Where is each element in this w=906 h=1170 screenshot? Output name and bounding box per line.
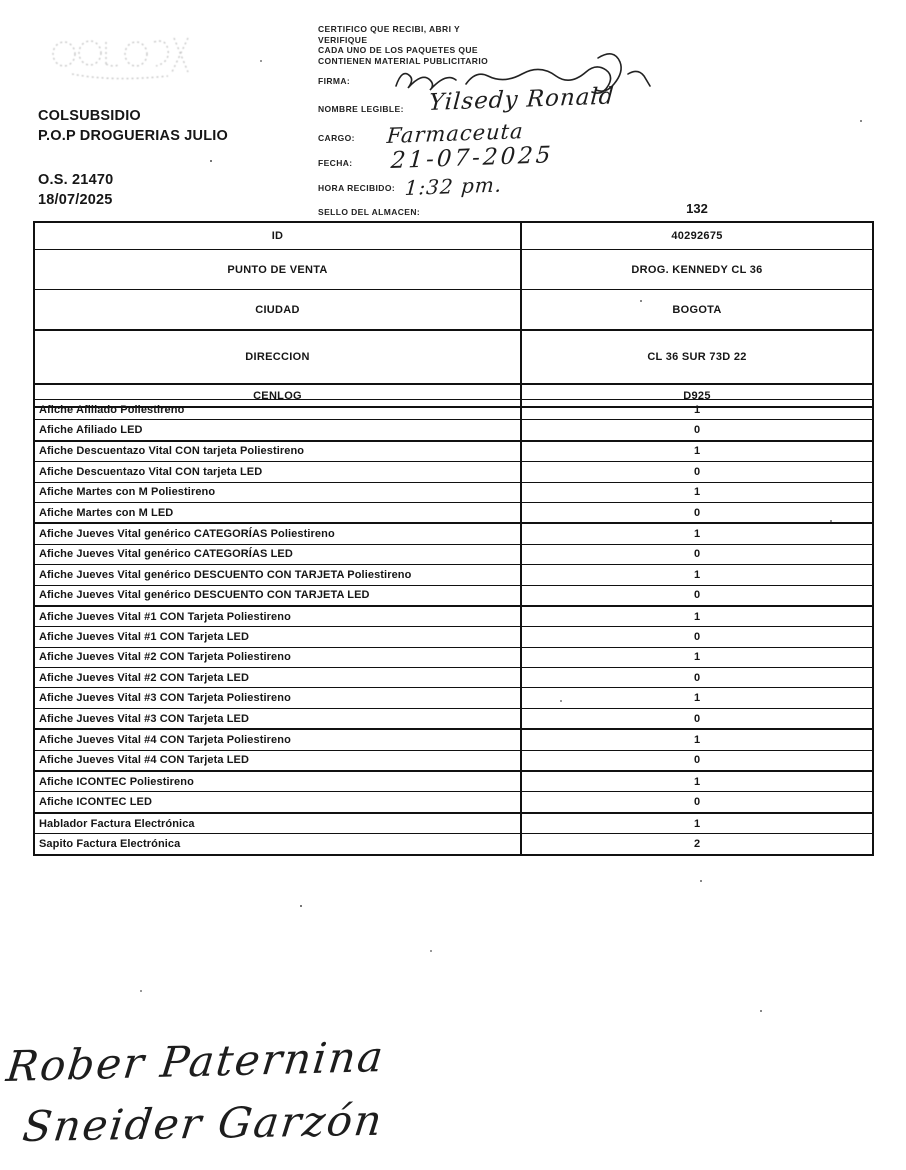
store-info-value: 40292675 [671, 230, 723, 242]
item-name: Afiche Jueves Vital genérico DESCUENTO CON TARJETA LED [35, 586, 522, 605]
item-row [35, 668, 872, 688]
certification-statement-line: CADA UNO DE LOS PAQUETES QUE [318, 45, 478, 55]
receiver-name-1: Rober Paternina [4, 1031, 388, 1091]
item-name: Afiche Jueves Vital #3 CON Tarjeta Poliestireno [35, 688, 522, 707]
item-name: Afiche Jueves Vital #4 CON Tarjeta Poliestireno [35, 730, 522, 749]
item-row [35, 462, 872, 482]
item-name: Afiche ICONTEC Poliestireno [35, 772, 522, 791]
sheet-number: 132 [686, 201, 708, 216]
item-name: Afiche Jueves Vital #3 CON Tarjeta LED [35, 709, 522, 728]
item-row [35, 627, 872, 647]
item-quantity: 1 [693, 775, 701, 788]
item-quantity: 1 [693, 692, 701, 705]
handwritten-fecha: 21-07-2025 [390, 142, 555, 174]
item-row [35, 751, 872, 772]
item-name: Afiche Jueves Vital #1 CON Tarjeta LED [35, 627, 522, 646]
item-name: Afiche Jueves Vital #4 CON Tarjeta LED [35, 751, 522, 770]
certification-statement-line: VERIFIQUE [318, 34, 368, 45]
fecha-label: FECHA: [318, 158, 353, 168]
items-table [33, 399, 874, 856]
item-name: Sapito Factura Electrónica [35, 834, 522, 853]
item-quantity: 1 [693, 445, 701, 458]
store-info-value: DROG. KENNEDY CL 36 [631, 263, 763, 276]
item-quantity: 1 [693, 733, 701, 746]
item-row [35, 400, 872, 420]
item-row [35, 834, 872, 853]
store-info-label: ID [35, 223, 522, 249]
item-name: Hablador Factura Electrónica [35, 814, 522, 833]
item-name: Afiche Descuentazo Vital CON tarjeta LED [35, 462, 522, 481]
item-row [35, 442, 872, 462]
store-info-row [35, 331, 872, 385]
item-quantity: 0 [693, 424, 701, 437]
item-name: Afiche Jueves Vital #2 CON Tarjeta LED [35, 668, 522, 687]
item-quantity: 0 [693, 589, 701, 602]
item-row [35, 586, 872, 607]
item-name: Afiche Descuentazo Vital CON tarjeta Poliestireno [35, 442, 522, 461]
item-quantity: 2 [693, 837, 701, 850]
handwritten-cargo: Farmaceuta [386, 119, 525, 148]
item-quantity: 0 [693, 671, 701, 684]
store-info-table [33, 221, 874, 408]
company-name: COLSUBSIDIO [38, 108, 141, 124]
store-info-row [35, 223, 872, 250]
item-row [35, 814, 872, 834]
nombre-legible-label: NOMBRE LEGIBLE: [318, 104, 404, 114]
item-quantity: 1 [693, 817, 701, 830]
item-row [35, 730, 872, 750]
item-quantity: 0 [693, 465, 701, 478]
item-row [35, 503, 872, 524]
item-name: Afiche Afiliado Poliestireno [35, 400, 522, 419]
item-row [35, 792, 872, 813]
handwritten-nombre: Yilsedy Ronald [428, 83, 616, 116]
item-quantity: 0 [693, 754, 701, 767]
item-name: Afiche Jueves Vital genérico CATEGORÍAS LED [35, 545, 522, 564]
item-row [35, 565, 872, 585]
item-row [35, 545, 872, 565]
hora-recibido-label: HORA RECIBIDO: [318, 183, 396, 193]
store-info-value: D925 [683, 389, 711, 402]
item-quantity: 0 [693, 796, 701, 809]
item-row [35, 420, 872, 441]
item-quantity: 0 [693, 712, 701, 725]
faded-stamp-logo-icon [42, 26, 222, 88]
item-quantity: 0 [693, 630, 701, 643]
item-quantity: 1 [693, 403, 701, 416]
store-info-value: BOGOTA [672, 303, 722, 316]
sello-almacen-label: SELLO DEL ALMACEN: [318, 207, 421, 217]
item-name: Afiche Martes con M Poliestireno [35, 483, 522, 502]
certification-statement-line: CERTIFICO QUE RECIBI, ABRI Y [318, 24, 461, 34]
store-info-row [35, 290, 872, 331]
item-row [35, 483, 872, 503]
item-row [35, 772, 872, 792]
certification-statement-line: CONTIENEN MATERIAL PUBLICITARIO [318, 55, 489, 66]
item-row [35, 648, 872, 668]
item-row [35, 688, 872, 708]
firma-label: FIRMA: [318, 76, 351, 86]
handwritten-hora: 1:32 pm. [404, 172, 504, 200]
store-info-label: PUNTO DE VENTA [35, 250, 522, 289]
store-info-row [35, 250, 872, 290]
item-name: Afiche Martes con M LED [35, 503, 522, 522]
item-row [35, 607, 872, 627]
campaign-name: P.O.P DROGUERIAS JULIO [38, 128, 228, 144]
store-info-label: CENLOG [35, 385, 522, 406]
receiver-name-2: Sneider Garzón [20, 1095, 387, 1151]
item-quantity: 1 [693, 528, 701, 541]
order-number: O.S. 21470 [38, 172, 114, 188]
header-left [38, 106, 228, 210]
item-name: Afiche Afiliado LED [35, 420, 522, 439]
item-row [35, 524, 872, 544]
store-info-value: CL 36 SUR 73D 22 [647, 351, 747, 363]
store-info-label: CIUDAD [35, 290, 522, 329]
item-quantity: 1 [693, 568, 701, 581]
item-quantity: 0 [693, 506, 701, 519]
item-quantity: 1 [693, 486, 701, 499]
item-quantity: 1 [693, 651, 701, 664]
item-name: Afiche Jueves Vital genérico CATEGORÍAS Poliestireno [35, 524, 522, 543]
store-info-label: DIRECCION [35, 331, 522, 383]
order-date: 18/07/2025 [38, 192, 113, 208]
scan-noise [0, 0, 2, 2]
item-name: Afiche Jueves Vital #1 CON Tarjeta Poliestireno [35, 607, 522, 626]
cargo-label: CARGO: [318, 133, 355, 143]
item-name: Afiche ICONTEC LED [35, 792, 522, 811]
item-row [35, 709, 872, 730]
item-name: Afiche Jueves Vital #2 CON Tarjeta Poliestireno [35, 648, 522, 667]
item-quantity: 0 [693, 548, 701, 561]
item-name: Afiche Jueves Vital genérico DESCUENTO CON TARJETA Poliestireno [35, 565, 522, 584]
item-quantity: 1 [693, 610, 701, 623]
